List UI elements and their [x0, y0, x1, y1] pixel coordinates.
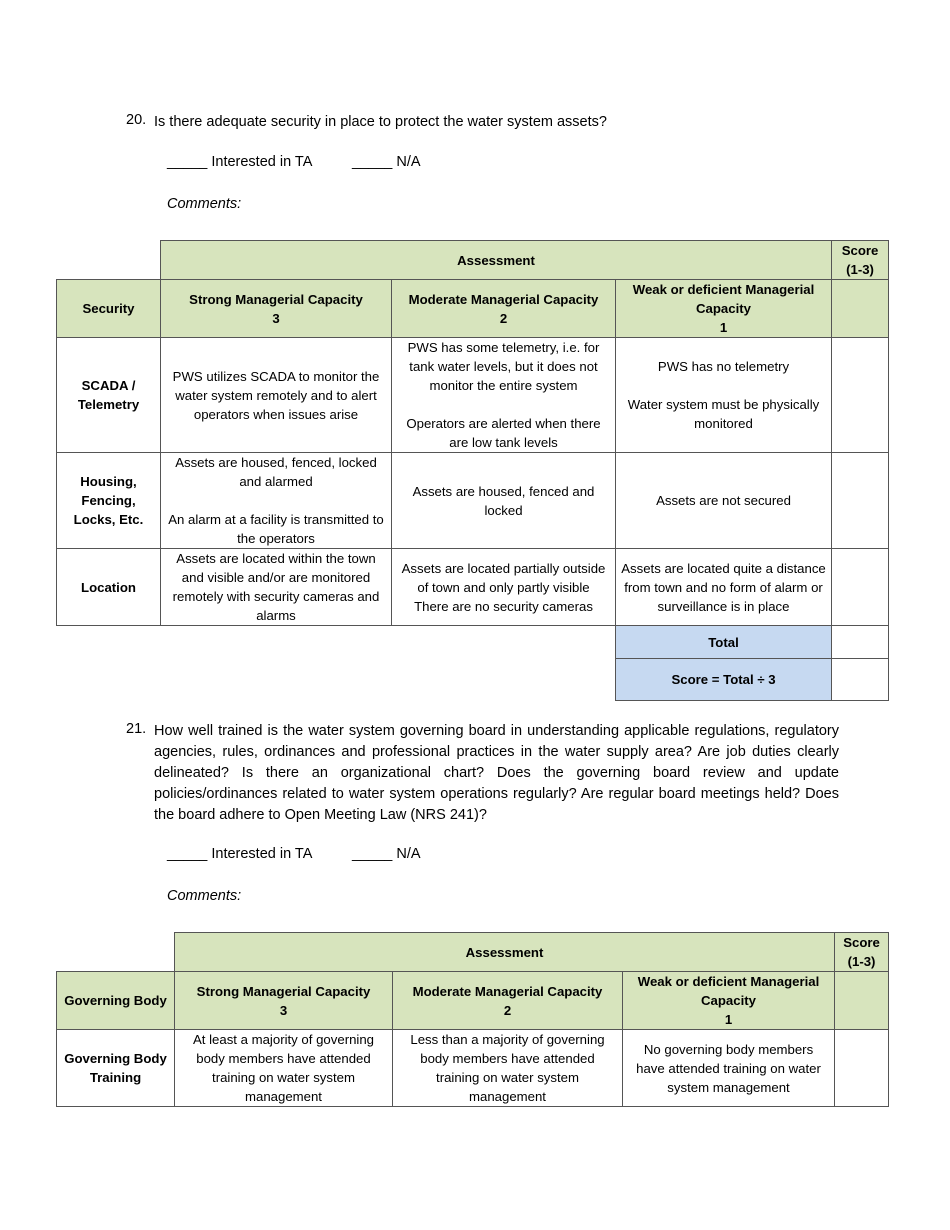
total-label: Total [616, 626, 832, 659]
weak-cell [623, 1030, 835, 1107]
table-row [57, 549, 889, 626]
cell-text: Less than a majority of governing body members have attended training on water system management [410, 1032, 605, 1104]
strong-title: Strong Managerial Capacity [189, 291, 363, 307]
q20-na[interactable]: _____ N/A [352, 154, 421, 170]
cell-text: Assets are located within the town and visible and/or are monitored remotely with security cameras and alarms [172, 551, 380, 623]
score-header: Score (1-3) [832, 241, 889, 280]
weak-cell [616, 338, 832, 453]
weak-capacity-header [616, 280, 832, 338]
q21-assessment-table [56, 932, 889, 1107]
strong-cell [175, 1030, 393, 1107]
cell-text: Operators are alerted when there are low tank levels [406, 416, 601, 450]
strong-capacity-header [161, 280, 392, 338]
table-row [57, 1030, 889, 1107]
score-input-cell[interactable] [835, 1030, 889, 1107]
category-header: Security [57, 280, 161, 338]
strong-capacity-header [175, 972, 393, 1030]
cell-text: There are no security cameras [414, 598, 593, 614]
moderate-title: Moderate Managerial Capacity [412, 983, 603, 999]
final-score-input-cell[interactable] [832, 659, 889, 701]
question-21-number: 21. [126, 721, 147, 737]
moderate-capacity-header [392, 280, 616, 338]
assessment-header: Assessment [161, 241, 832, 280]
q21-na[interactable]: _____ N/A [352, 846, 421, 862]
score-header-blank [832, 280, 889, 338]
q20-comments-label: Comments: [167, 196, 242, 212]
moderate-cell [392, 549, 616, 626]
question-20-text: Is there adequate security in place to protect the water system assets? [154, 114, 607, 130]
moderate-cell [392, 338, 616, 453]
weak-capacity-header [623, 972, 835, 1030]
weak-value: 1 [724, 1012, 733, 1027]
strong-value: 3 [279, 1002, 288, 1018]
cell-text: No governing body members have attended training on water system management [636, 1041, 821, 1095]
cell-text: Assets are located partially outside of town and only partly visible [401, 560, 606, 595]
weak-value: 1 [719, 320, 728, 335]
moderate-cell [393, 1030, 623, 1107]
cell-text: Assets are not secured [656, 493, 791, 508]
moderate-title: Moderate Managerial Capacity [408, 291, 599, 307]
moderate-cell [392, 453, 616, 549]
q20-assessment-table [56, 240, 889, 701]
question-20-number: 20. [126, 112, 147, 128]
score-header-blank [835, 972, 889, 1030]
moderate-value: 2 [503, 1002, 512, 1018]
total-input-cell[interactable] [832, 626, 889, 659]
weak-cell [616, 549, 832, 626]
weak-cell [616, 453, 832, 549]
table-blank-corner [57, 933, 175, 972]
q21-comments-label: Comments: [167, 888, 242, 904]
cell-text: Assets are housed, fenced, locked and alarmed [175, 455, 377, 489]
cell-text: Water system must be physically monitored [627, 397, 820, 431]
q21-interested-in-ta[interactable]: _____ Interested in TA [167, 846, 313, 862]
cell-text: PWS has no telemetry [657, 359, 790, 374]
moderate-capacity-header [393, 972, 623, 1030]
cell-text: An alarm at a facility is transmitted to the operators [168, 512, 384, 546]
strong-cell [161, 338, 392, 453]
row-label: SCADA / Telemetry [57, 338, 161, 453]
weak-title: Weak or deficient Managerial Capacity [637, 974, 820, 1008]
score-input-cell[interactable] [832, 549, 889, 626]
table-row [57, 453, 889, 549]
score-input-cell[interactable] [832, 338, 889, 453]
q20-interested-in-ta[interactable]: _____ Interested in TA [167, 154, 313, 170]
strong-cell [161, 549, 392, 626]
question-21-text: How well trained is the water system governing board in understanding applicable regulations, regulatory agencies, rules, ordinances and professional practices in the water supply area? Are job duties clearly delineated? Is there an organizational chart? Does the governing board review and update policies/ordinances related to water system operations regularly? Are regular board meetings held? Does the board adhere to Open Meeting Law (NRS 241)? [154, 723, 839, 823]
cell-text: Assets are housed, fenced and locked [412, 483, 595, 518]
strong-cell [161, 453, 392, 549]
cell-text: PWS has some telemetry, i.e. for tank water levels, but it does not monitor the entire system [407, 340, 600, 393]
moderate-value: 2 [499, 310, 508, 326]
score-formula-label: Score = Total ÷ 3 [616, 659, 832, 701]
score-header: Score (1-3) [835, 933, 889, 972]
row-label: Location [57, 549, 161, 626]
row-label: Housing, Fencing, Locks, Etc. [57, 453, 161, 549]
table-blank-corner [57, 241, 161, 280]
row-label: Governing Body Training [57, 1030, 175, 1107]
category-header: Governing Body [57, 972, 175, 1030]
weak-title: Weak or deficient Managerial Capacity [632, 282, 815, 316]
assessment-header: Assessment [175, 933, 835, 972]
strong-title: Strong Managerial Capacity [196, 983, 371, 999]
cell-text: PWS utilizes SCADA to monitor the water system remotely and to alert operators when issues arise [172, 368, 380, 422]
table-row [57, 338, 889, 453]
strong-value: 3 [272, 310, 280, 326]
cell-text: At least a majority of governing body members have attended training on water system management [192, 1032, 375, 1104]
score-input-cell[interactable] [832, 453, 889, 549]
cell-text: Assets are located quite a distance from town and no form of alarm or surveillance is in place [621, 560, 826, 614]
